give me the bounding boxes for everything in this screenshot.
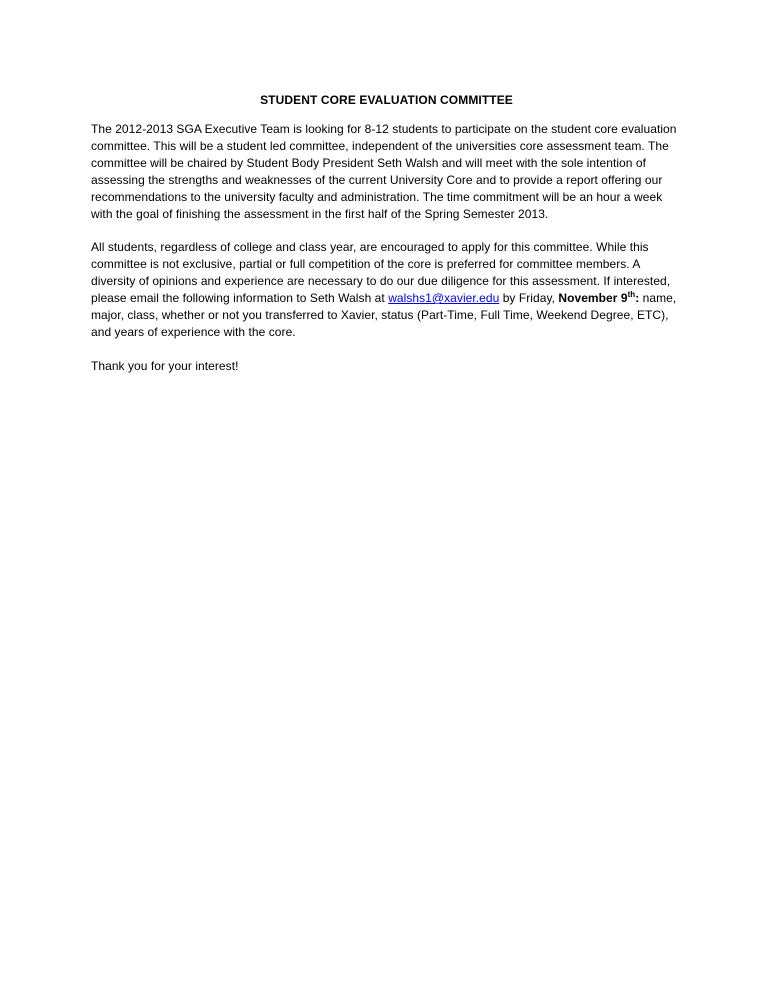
paragraph-application [91, 239, 682, 340]
document-title: STUDENT CORE EVALUATION COMMITTEE [260, 93, 513, 107]
closing-line: Thank you for your interest! [91, 358, 239, 373]
deadline-date: November 9 [558, 291, 628, 306]
deadline-colon: : [635, 291, 640, 306]
application-text: All students, regardless of college and class year, are encouraged to apply for this committee. While this committee is not exclusive, partial or full competition of the core is preferred for committee members. A diversity of opinions and experience are necessary to do our due diligence for this assessment. If interested, please email the following information to Seth Walsh at [91, 240, 671, 306]
deadline-lead-text: by Friday, [499, 291, 559, 306]
required-info-text: name, major, class, whether or not you transferred to Xavier, status (Part-Time, Full Time, Weekend Degree, ETC), and years of experience with the core. [91, 291, 677, 339]
paragraph-intro: The 2012-2013 SGA Executive Team is looking for 8-12 students to participate on the student core evaluation committee. This will be a student led committee, independent of the universities core assessment team. The committee will be chaired by Student Body President Seth Walsh and will meet with the sole intention of assessing the strengths and weaknesses of the current University Core and to provide a report offering our recommendations to the university faculty and administration. The time commitment will be an hour a week with the goal of finishing the assessment in the first half of the Spring Semester 2013. [91, 122, 677, 221]
email-link[interactable]: walshs1@xavier.edu [388, 291, 500, 306]
deadline-ordinal-suffix: th [627, 290, 636, 300]
